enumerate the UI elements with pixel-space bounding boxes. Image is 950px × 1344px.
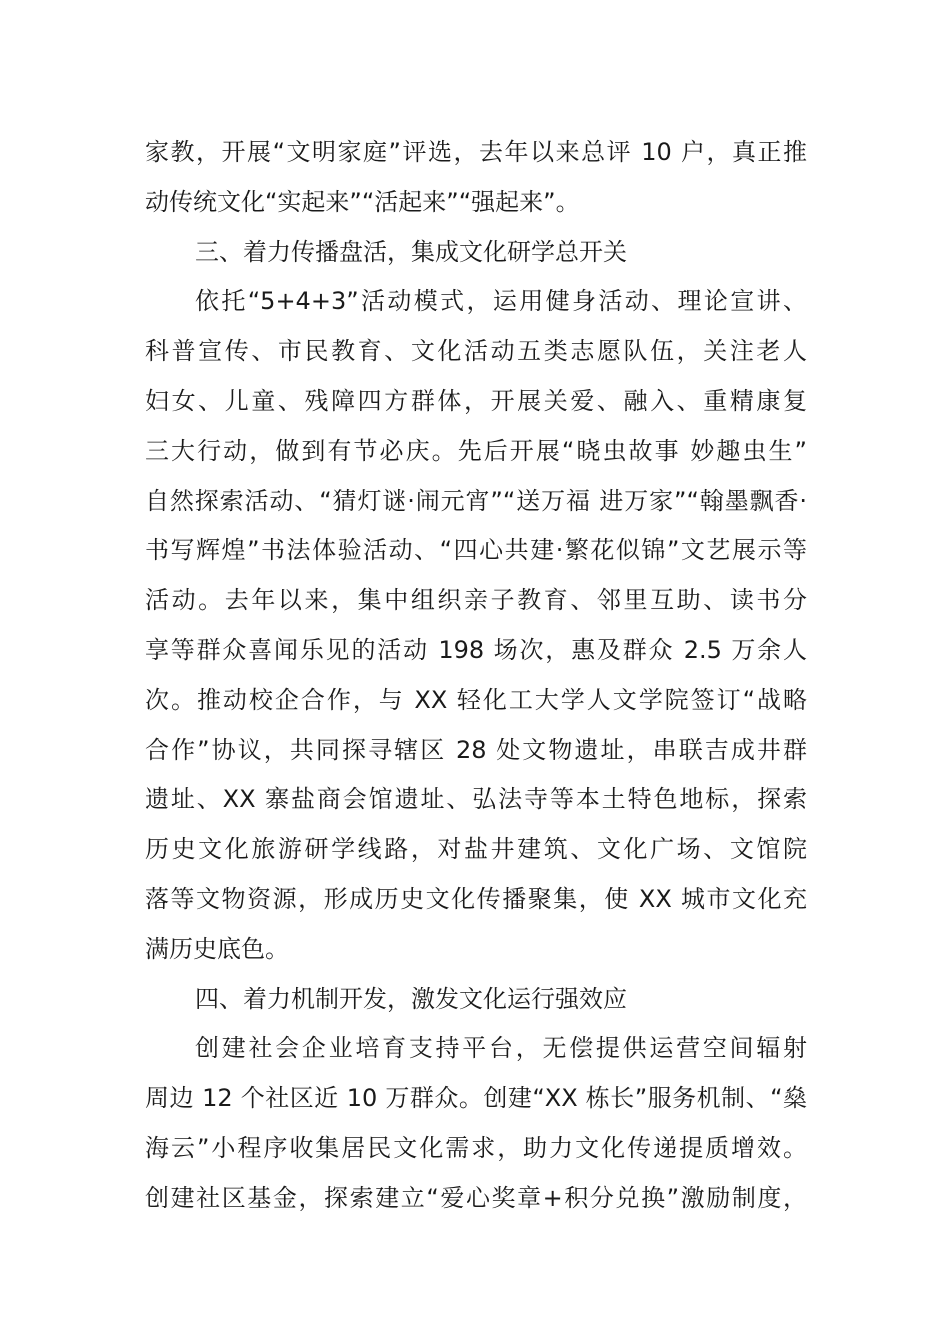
text-line: 书写辉煌”书法体验活动、“四心共建·繁花似锦”文艺展示等 bbox=[145, 536, 807, 565]
text-line: 科普宣传、市民教育、文化活动五类志愿队伍，关注老人 bbox=[145, 337, 807, 366]
text-line: 享等群众喜闻乐见的活动 198 场次，惠及群众 2.5 万余人 bbox=[145, 635, 807, 664]
text-line: 满历史底色。 bbox=[145, 934, 289, 963]
text-line: 创建社区基金，探索建立“爱心奖章+积分兑换”激励制度， bbox=[145, 1183, 807, 1212]
text-line: 遗址、XX 寨盐商会馆遗址、弘法寺等本土特色地标，探索 bbox=[145, 785, 807, 814]
body-text bbox=[145, 128, 807, 1224]
text-line: 妇女、儿童、残障四方群体，开展关爱、融入、重精康复 bbox=[145, 386, 807, 415]
section-heading: 三、着力传播盘活，集成文化研学总开关 bbox=[195, 237, 627, 266]
text-line: 落等文物资源，形成历史文化传播聚集，使 XX 城市文化充 bbox=[145, 884, 807, 913]
text-line: 自然探索活动、“猜灯谜·闹元宵”“送万福 进万家”“翰墨飘香· bbox=[145, 486, 807, 515]
text-line: 依托“5+4+3”活动模式，运用健身活动、理论宣讲、 bbox=[195, 287, 807, 316]
text-line: 动传统文化“实起来”“活起来”“强起来”。 bbox=[145, 187, 580, 216]
text-line: 合作”协议，共同探寻辖区 28 处文物遗址，串联吉成井群 bbox=[145, 735, 807, 764]
text-line: 家教，开展“文明家庭”评选，去年以来总评 10 户，真正推 bbox=[145, 138, 807, 166]
text-line: 海云”小程序收集居民文化需求，助力文化传递提质增效。 bbox=[145, 1133, 807, 1162]
text-line: 次。推动校企合作，与 XX 轻化工大学人文学院签订“战略 bbox=[145, 685, 807, 714]
text-line: 创建社会企业培育支持平台，无偿提供运营空间辐射 bbox=[195, 1034, 807, 1063]
text-line: 周边 12 个社区近 10 万群众。创建“XX 栋长”服务机制、“燊 bbox=[145, 1084, 807, 1113]
section-heading: 四、着力机制开发，激发文化运行强效应 bbox=[195, 984, 627, 1013]
text-line: 活动。去年以来，集中组织亲子教育、邻里互助、读书分 bbox=[145, 586, 807, 615]
text-line: 三大行动，做到有节必庆。先后开展“晓虫故事 妙趣虫生” bbox=[145, 436, 807, 465]
text-line: 历史文化旅游研学线路，对盐井建筑、文化广场、文馆院 bbox=[145, 835, 807, 864]
